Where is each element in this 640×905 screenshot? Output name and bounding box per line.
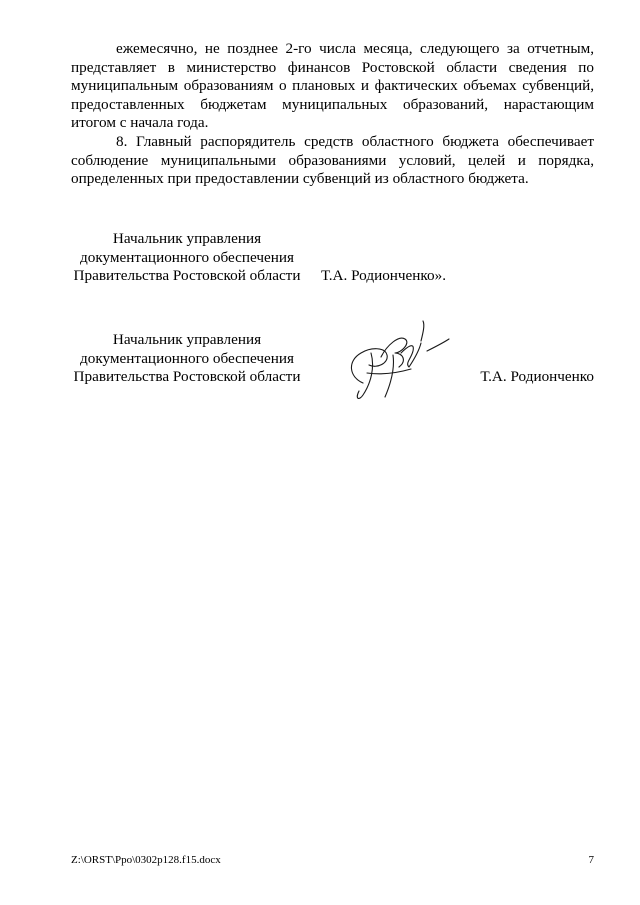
signatory-title-line: документационного обеспечения — [80, 349, 294, 367]
signatory-title-line: Правительства Ростовской области — [73, 267, 301, 285]
signature-block-final — [71, 331, 594, 387]
handwritten-signature — [341, 317, 451, 407]
signatory-title — [71, 331, 303, 387]
signatory-title-line: Начальник управления — [112, 331, 262, 348]
signatory-title-line: Правительства Ростовской области — [73, 368, 301, 386]
paragraph-continuation: ежемесячно, не позднее 2-го числа месяца, следующего за отчетным, представляет в министерство финансов Ростовской области сведения по муниципальным образованиям о плановых и фактических объемах субвенций, предоставленных бюджетам муниципальных образований, нарастающим итогом с начала года. — [71, 40, 594, 132]
signatory-title — [71, 230, 303, 286]
signatory-name: Т.А. Родионченко — [480, 368, 594, 386]
signature-block-quoted — [71, 230, 594, 286]
body-text — [71, 40, 594, 189]
file-path: Z:\ORST\Ppo\0302p128.f15.docx — [71, 854, 221, 866]
signatory-title-line: документационного обеспечения — [80, 248, 294, 266]
signatory-title-line: Начальник управления — [112, 230, 262, 247]
paragraph-8: 8. Главный распорядитель средств областного бюджета обеспечивает соблюдение муниципальными образованиями условий, целей и порядка, определенных при предоставлении субвенций из областного бюджета. — [71, 132, 594, 188]
page-number: 7 — [588, 854, 594, 866]
signatory-name: Т.А. Родионченко». — [321, 267, 447, 285]
